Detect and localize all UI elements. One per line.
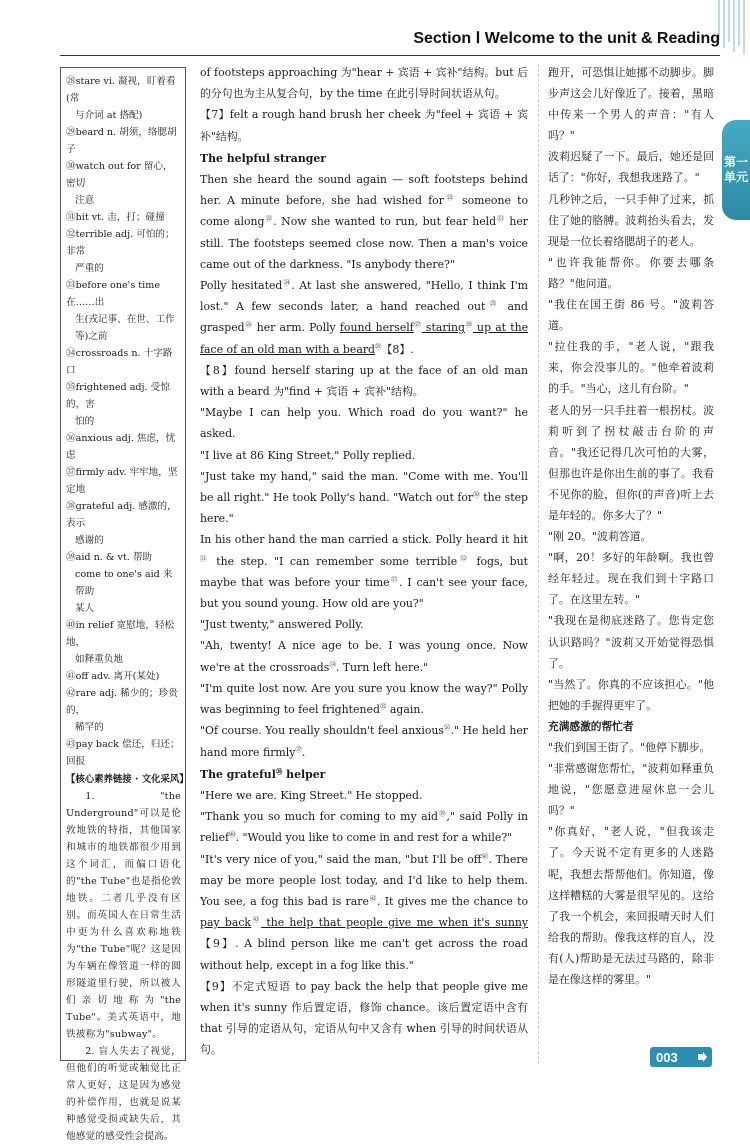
culture-para-2: 2. 盲人失去了视觉，但他们的听觉或触觉比正常人更好，这是因为感觉的补偿作用，也就是说某种感觉受损或缺失后，其他感觉的感受性会提高。 [66, 1046, 181, 1142]
glossary-mark: ㉝ [66, 280, 76, 291]
translation-7: 老人的另一只手拄着一根拐杖。波莉听到了拐杖敲击台阶的声音。"我还记得几次可怕的大雾，但那也许是你出生前的事了。我看不见你的脸，但你(的声音)听上去是年轻的。你多大了？" [548, 403, 714, 522]
note-8: 【8】found herself staring up at the face of an old man with a beard 为"find + 宾语 + 宾补"结构。 [200, 363, 528, 399]
paragraph-1: Then she heard the sound again — soft footsteps behind her. A minute before, she had wished for$^㉒$ someone to come along$^㉒$. Now she wanted to run, but fear held$^㉓$ her still. The footsteps seemed close now. Then a man's voice came out of the darkness. "Is anybody there?" [200, 173, 529, 271]
glossary-mark: ㊲ [66, 467, 76, 478]
glossary-line: aid n. & vt. 帮助 [75, 552, 153, 563]
glossary-entry [66, 668, 181, 685]
page-header [0, 28, 720, 54]
glossary-mark: ㊵ [66, 620, 76, 631]
glossary-line: stare vi. 凝视，盯着看(常 [66, 76, 176, 104]
glossary-entry [66, 464, 181, 498]
glossary-line: 稀罕的 [75, 722, 104, 733]
unit-tab [722, 120, 750, 220]
translation-9: "啊，20！多好的年龄啊。我也曾经年轻过。现在我们到十字路口了。在这里左转。" [548, 551, 714, 607]
glossary-box [60, 67, 189, 1142]
glossary-entry [66, 209, 181, 226]
translation-1: 跑开，可恐惧让她挪不动脚步。脚步声这会儿好像近了。接着，黑暗中传来一个男人的声音："有人吗？" [548, 66, 714, 143]
translation-10: "我现在是彻底迷路了。您肯定您认识路吗？"波莉又开始觉得恐惧了。 [548, 614, 714, 670]
glossary-mark: ㊳ [66, 501, 76, 512]
translation-12: "我们到国王街了。"他停下脚步。 [548, 741, 711, 754]
glossary-line: off adv. 离开(某处) [75, 671, 160, 682]
glossary-line: firmly adv. 牢牢地，坚定地 [66, 467, 178, 495]
glossary-line: anxious adj. 焦虑，忧虑 [66, 433, 176, 461]
glossary-mark: ㊷ [66, 688, 76, 699]
dialogue-6: "Ah, twenty! A nice age to be. I was young once. Now we're at the crossroads$^㉞$. Turn left here." [200, 639, 528, 674]
glossary-line: terrible adj. 可怕的；非常 [66, 229, 175, 257]
glossary-entry [66, 498, 181, 549]
glossary-mark: ㊶ [66, 671, 76, 682]
dialogue-8: "Of course. You really shouldn't feel anxious$^㊱$." He held her hand more firmly$^㊲$. [200, 723, 528, 759]
glossary-line: hit vt. 击，打；碰撞 [75, 212, 165, 223]
dialogue-10: "Thank you so much for coming to my aid$^㊴$," said Polly in relief$^㊵$. "Would you like to come in and rest for a while?" [200, 809, 529, 845]
translation-5: "我住在国王街 86 号。"波莉答道。 [548, 298, 714, 333]
glossary-entry [66, 277, 181, 345]
translation-2: 波莉迟疑了一下。最后，她还是回话了："你好，我想我迷路了。" [548, 150, 714, 185]
header-rule [60, 55, 720, 56]
note-7: 【7】felt a rough hand brush her cheek 为"feel + 宾语 + 宾补"结构。 [200, 108, 528, 143]
dialogue-4: In his other hand the man carried a stick. Polly heard it hit$^㉛$ the step. "I can remember some terrible$^㉜$ fogs, but maybe that was before your time$^㉝$. I can't see your face, but you sound young. How old are you?" [200, 533, 529, 611]
translation-4: "也许我能帮你。你要去哪条路？"他问道。 [548, 255, 714, 290]
glossary-line: watch out for 留心，密切 [66, 161, 173, 189]
translation-subheading: 充满感激的帮忙者 [548, 719, 634, 733]
glossary-entry [66, 124, 181, 158]
glossary-line: come to one's aid 来帮助 [75, 569, 173, 597]
translation-6: "拉住我的手，"老人说，"跟我来，你会没事儿的。"他牵着波莉的手。"当心，这儿有台阶。" [548, 340, 714, 396]
glossary-entry [66, 73, 181, 124]
dialogue-5: "Just twenty," answered Polly. [200, 618, 364, 632]
glossary-entry [66, 226, 181, 277]
culture-heading: 【核心素养链接 · 文化采风】 [66, 774, 189, 785]
translation-11: "当然了。你真的不应该担心。"他把她的手握得更牢了。 [548, 677, 714, 712]
glossary-list [66, 73, 181, 770]
translation-8: "刚 20。"波莉答道。 [548, 530, 652, 544]
glossary-entry [66, 685, 181, 736]
glossary-line: beard n. 胡须，络腮胡子 [66, 127, 177, 155]
glossary-mark: ㉚ [66, 161, 76, 172]
glossary-mark: ㊴ [66, 552, 76, 563]
glossary-line: grateful adj. 感激的，表示 [66, 501, 177, 529]
glossary-entry [66, 617, 181, 668]
subheading-helpful-stranger: The helpful stranger [200, 151, 327, 165]
translation-14: "你真好，"老人说，"但我该走了。今天说不定有更多的人迷路呢，我想去帮帮他们。你知道，像这样糟糕的大雾是很罕见的。这给了我一个机会，来回报晴天时人们给我的帮助。像我这样的盲人，没有(人)帮助是无法过马路的，除非是在像这样的雾里。" [548, 825, 714, 987]
dialogue-1: "Maybe I can help you. Which road do you want?" he asked. [200, 406, 528, 441]
glossary-line: pay back 偿还，归还；回报 [66, 739, 180, 767]
glossary-line: 等)之前 [75, 331, 108, 342]
culture-para-1: 1. "the Underground"可以是伦敦地铁的特指，其他国家和城市的地铁都很少用到这个词汇，而偏口语化的"the Tube"也是指伦敦地铁。二者几乎没有区别。而英国人在日常生活中更为什么喜欢称地铁为"the Tube"呢？这是因为车辆在像管道一样的圆形隧道里行驶，所以被人们亲切地称为"the Tube"。美式英语中，地铁被称为"subway"。 [66, 791, 181, 1040]
glossary-line: 某人 [75, 603, 95, 614]
chinese-translation-column [548, 62, 714, 1062]
glossary-line: before one's time 在……出 [66, 280, 160, 308]
glossary-entry [66, 379, 181, 430]
translation-3: 几秒钟之后，一只手伸了过来，抓住了她的胳膊。波莉抬头看去，发现是一位长着络腮胡子的老人。 [548, 192, 714, 248]
unit-tab-line2: 单元 [723, 170, 748, 184]
glossary-mark: ㉛ [66, 212, 76, 223]
glossary-mark: ㊱ [66, 433, 76, 444]
glossary-mark: ㉞ [66, 348, 76, 359]
glossary-line: in relief 宽慰地，轻松地， [66, 620, 175, 648]
glossary-line: 怕的 [75, 416, 95, 427]
dialogue-9: "Here we are. King Street." He stopped. [200, 788, 423, 802]
glossary-entry [66, 736, 181, 770]
unit-tab-line1: 第一 [723, 155, 748, 169]
glossary-mark: ㉘ [66, 76, 76, 87]
english-text-column [200, 62, 528, 1062]
arrow-right-icon [696, 1051, 708, 1063]
glossary-line: frightened adj. 受惊的，害 [66, 382, 170, 410]
page-number-text: 003 [656, 1049, 678, 1065]
glossary-line: 如释重负地 [75, 654, 123, 665]
note-continued: of footsteps approaching 为"hear + 宾语 + 宾补"结构。but 后的分句也为主从复合句，by the time 在此引导时间状语从句。 [200, 66, 528, 101]
note-9: 【9】不定式短语 to pay back the help that people give me when it's sunny 作后置定语，修饰 chance。该后置定语中含有 that 引导的定语从句，定语从句中又含有 when 引导的时间状语从句。 [200, 979, 528, 1057]
corner-decoration [715, 0, 750, 60]
subheading-grateful-helper: The grateful$^㊳$ helper [200, 767, 326, 781]
dialogue-3: "Just take my hand," said the man. "Come with me. You'll be all right." He took Polly's hand. "Watch out for$^㉚$ the step here." [200, 469, 528, 526]
dialogue-2: "I live at 86 King Street," Polly replied. [200, 448, 416, 462]
glossary-line: 严重的 [75, 263, 104, 274]
glossary-mark: ㉜ [66, 229, 76, 240]
glossary-line: 生(戎记事、在世、工作 [75, 314, 175, 325]
glossary-entry [66, 430, 181, 464]
glossary-mark: ㉟ [66, 382, 76, 393]
column-divider [538, 64, 539, 1064]
glossary-line: 与介词 at 搭配) [75, 110, 143, 121]
glossary-line: rare adj. 稀少的；珍贵的， [66, 688, 178, 716]
section-title: Section Ⅰ Welcome to the unit & Reading [413, 30, 720, 47]
translation-13: "非常感谢您帮忙，"波莉如释重负地说，"您愿意进屋休息一会儿吗？" [548, 762, 714, 818]
dialogue-7: "I'm quite lost now. Are you sure you know the way?" Polly was beginning to feel frightened$^㉟$ again. [200, 681, 528, 717]
glossary-entry [66, 549, 181, 617]
glossary-entry [66, 158, 181, 209]
glossary-mark: ㉙ [66, 127, 76, 138]
page-number [650, 1047, 712, 1067]
glossary-mark: ㊸ [66, 739, 76, 750]
glossary-line: 注意 [75, 195, 95, 206]
dialogue-11: "It's very nice of you," said the man, "but I'll be off$^㊶$. There may be more people lost today, and I'd like to help them. You see, a fog this bad is rare$^㊷$. It gives me the chance to pay back$^㊸$ the help that people give me when it's sunny【9】. A blind person like me can't get across the road without help, except in a fog like this." [200, 851, 529, 972]
glossary-entry [66, 345, 181, 379]
glossary-line: 感谢的 [75, 535, 104, 546]
glossary-line: crossroads n. 十字路口 [66, 348, 173, 376]
paragraph-2: Polly hesitated$^㉔$. At last she answered, "Hello, I think I'm lost." A few seconds later, a hand reached out$^㉕$ and grasped$^㉖$ her arm. Polly found herself$^㉗$ staring$^㉘$ up at the face of an old man with a beard$^㉙$【8】. [200, 278, 529, 356]
